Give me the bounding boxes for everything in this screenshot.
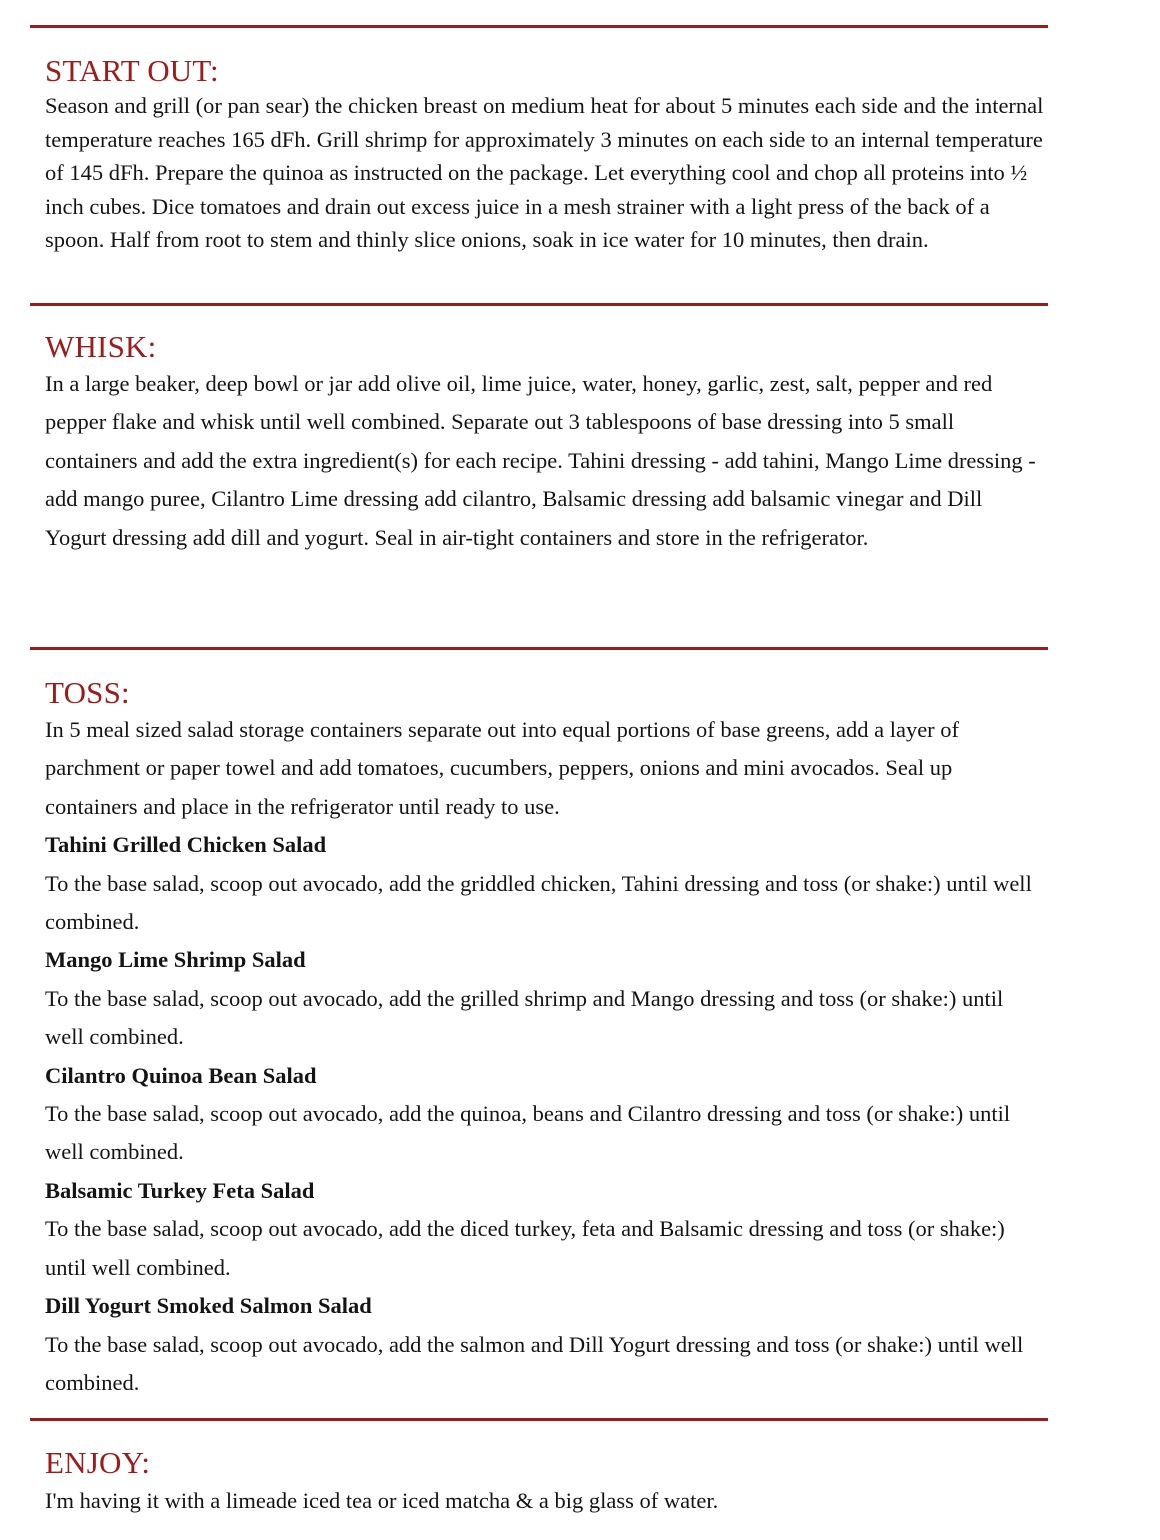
whisk-text: In a large beaker, deep bowl or jar add olive oil, lime juice, water, honey, garlic, zest, salt, pepper and red pepper flake and whisk until well combined. Separate out 3 tablespoons of base dressing into 5 small containers and add the extra ingredient(s) for each recipe. Tahini dressing - add tahini, Mango Lime dressing - add mango puree, Cilantro Lime dressing add cilantro, Balsamic dressing add balsamic vinegar and Dill Yogurt dressing add dill and yogurt. Seal in air-tight containers and store in the refrigerator.	[45, 371, 1036, 550]
enjoy-heading: ENJOY:	[45, 1445, 151, 1480]
whisk-heading: WHISK:	[45, 329, 157, 364]
recipe-text: To the base salad, scoop out avocado, add the diced turkey, feta and Balsamic dressing and toss (or shake:) until well combined.	[45, 1216, 1005, 1280]
toss-heading: TOSS:	[45, 675, 130, 710]
recipe-title: Balsamic Turkey Feta Salad	[45, 1177, 315, 1203]
recipe-title: Dill Yogurt Smoked Salmon Salad	[45, 1293, 372, 1319]
section-divider	[30, 647, 1048, 650]
section-divider	[30, 25, 1048, 28]
section-divider	[30, 1418, 1048, 1421]
enjoy-text: I'm having it with a limeade iced tea or iced matcha & a big glass of water.	[45, 1488, 719, 1513]
recipe-text: To the base salad, scoop out avocado, add the quinoa, beans and Cilantro dressing and toss (or shake:) until well combined.	[45, 1101, 1011, 1165]
toss-intro-text: In 5 meal sized salad storage containers separate out into equal portions of base greens, add a layer of parchment or paper towel and add tomatoes, cucumbers, peppers, onions and mini avocados. Seal up containers and place in the refrigerator until ready to use.	[45, 717, 960, 819]
start-out-text: Season and grill (or pan sear) the chicken breast on medium heat for about 5 minutes each side and the internal temperature reaches 165 dFh. Grill shrimp for approximately 3 minutes on each side to an internal temperature of 145 dFh. Prepare the quinoa as instructed on the package. Let everything cool and chop all proteins into ½ inch cubes. Dice tomatoes and drain out excess juice in a mesh strainer with a light press of the back of a spoon. Half from root to stem and thinly slice onions, soak in ice water for 10 minutes, then drain.	[45, 93, 1044, 253]
recipe-text: To the base salad, scoop out avocado, add the grilled shrimp and Mango dressing and toss (or shake:) until well combined.	[45, 985, 1004, 1050]
recipe-title: Tahini Grilled Chicken Salad	[45, 832, 327, 858]
recipe-title: Mango Lime Shrimp Salad	[45, 947, 306, 973]
recipe-text: To the base salad, scoop out avocado, add the salmon and Dill Yogurt dressing and toss (or shake:) until well combined.	[45, 1331, 1024, 1395]
recipe-text: To the base salad, scoop out avocado, add the griddled chicken, Tahini dressing and toss (or shake:) until well combined.	[45, 870, 1032, 935]
toss-section	[45, 711, 1045, 1402]
start-out-heading: START OUT:	[45, 53, 219, 88]
section-divider	[30, 303, 1048, 306]
recipe-title: Cilantro Quinoa Bean Salad	[45, 1062, 317, 1088]
